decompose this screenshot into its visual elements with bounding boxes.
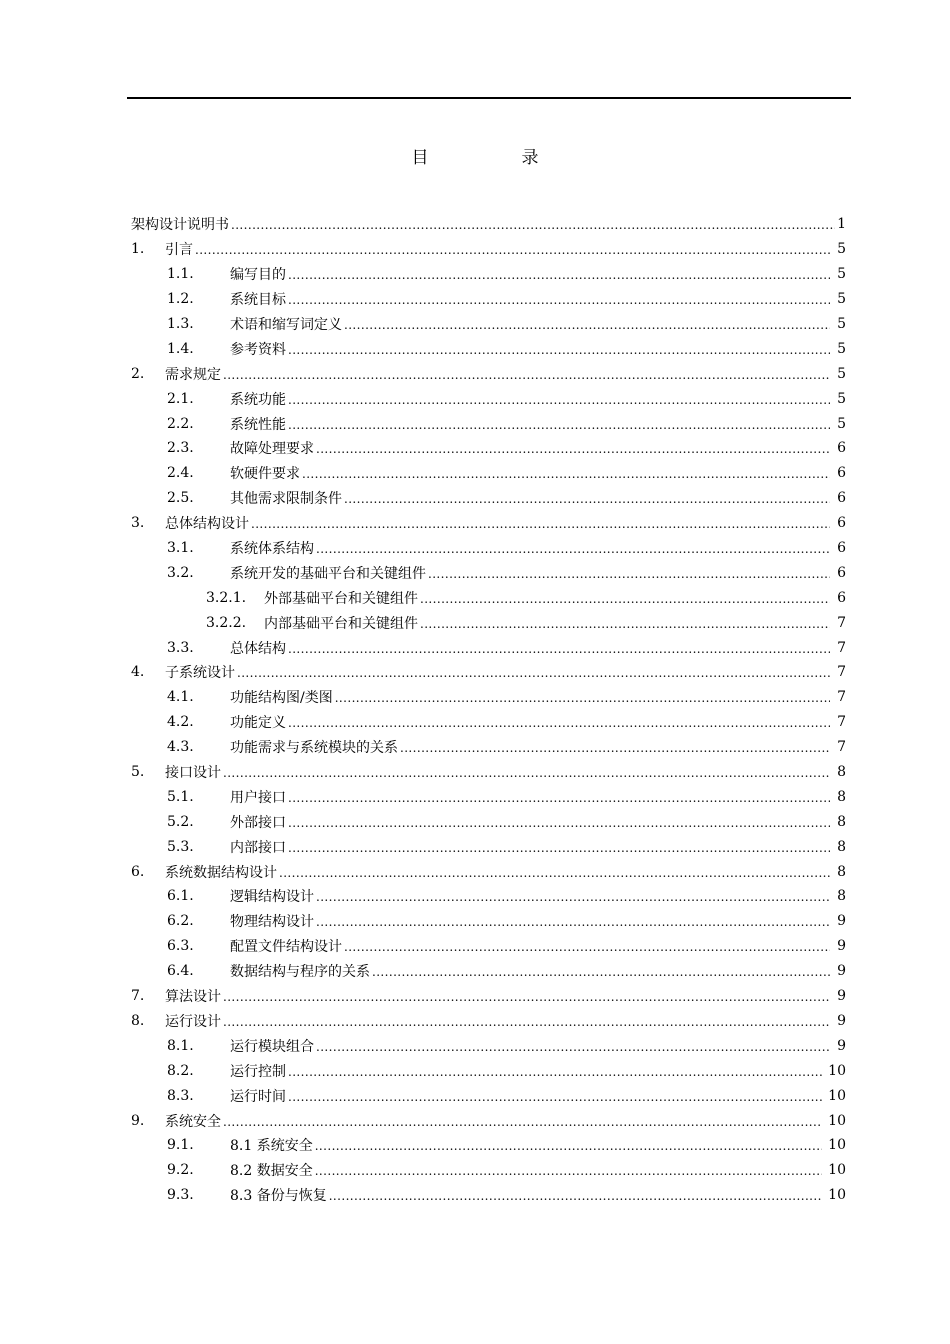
toc-entry[interactable] xyxy=(131,436,846,461)
toc-entry-label: 8.1 系统安全 xyxy=(230,1138,313,1155)
toc-entry-label: 配置文件结构设计 xyxy=(230,939,342,956)
table-of-contents xyxy=(131,212,846,1208)
toc-dot-leader xyxy=(223,989,830,1003)
toc-dot-leader xyxy=(288,815,830,829)
toc-entry-number: 4.2. xyxy=(167,714,194,731)
toc-dot-leader xyxy=(288,267,830,281)
toc-entry[interactable] xyxy=(131,1033,846,1058)
toc-entry-label: 运行设计 xyxy=(165,1013,221,1030)
toc-entry-label: 内部接口 xyxy=(230,839,286,856)
toc-entry-number: 8. xyxy=(131,1012,145,1029)
toc-dot-leader xyxy=(329,1188,822,1202)
toc-entry-number: 2.1. xyxy=(167,390,194,407)
toc-entry[interactable] xyxy=(131,237,846,262)
header-rule xyxy=(127,97,851,99)
toc-dot-leader xyxy=(344,491,830,505)
toc-dot-leader xyxy=(288,641,830,655)
toc-entry-page-number: 7 xyxy=(837,739,846,756)
toc-entry-page-number: 5 xyxy=(837,266,846,283)
toc-dot-leader xyxy=(288,1064,822,1078)
toc-entry[interactable] xyxy=(131,1058,846,1083)
toc-entry-number: 5.1. xyxy=(167,788,194,805)
toc-entry-label: 系统性能 xyxy=(230,416,286,433)
toc-entry-page-number: 9 xyxy=(837,988,846,1005)
toc-dot-leader xyxy=(231,217,835,231)
toc-entry[interactable] xyxy=(131,934,846,959)
toc-entry-page-number: 7 xyxy=(837,714,846,731)
toc-dot-leader xyxy=(223,367,830,381)
toc-entry-number: 8.3. xyxy=(167,1087,194,1104)
toc-dot-leader xyxy=(288,342,830,356)
toc-entry[interactable] xyxy=(131,784,846,809)
toc-entry-number: 1.4. xyxy=(167,340,194,357)
toc-entry-label: 功能定义 xyxy=(230,715,286,732)
toc-entry-label: 需求规定 xyxy=(165,366,221,383)
toc-entry-page-number: 10 xyxy=(828,1112,846,1129)
toc-dot-leader xyxy=(195,242,830,256)
toc-entry[interactable] xyxy=(131,1108,846,1133)
toc-entry-label: 系统安全 xyxy=(165,1113,221,1130)
toc-entry-page-number: 9 xyxy=(837,963,846,980)
toc-entry-number: 5. xyxy=(131,764,145,781)
toc-entry-label: 内部基础平台和关键组件 xyxy=(264,615,418,632)
toc-entry-label: 逻辑结构设计 xyxy=(230,889,314,906)
toc-entry-number: 2.2. xyxy=(167,415,194,432)
toc-dot-leader xyxy=(223,1014,830,1028)
toc-dot-leader xyxy=(315,1138,822,1152)
toc-entry-page-number: 6 xyxy=(837,589,846,606)
toc-entry-page-number: 5 xyxy=(837,365,846,382)
toc-entry-number: 4. xyxy=(131,664,145,681)
toc-entry-label: 总体结构设计 xyxy=(165,516,249,533)
toc-entry-number: 2.3. xyxy=(167,440,194,457)
toc-entry-number: 9.3. xyxy=(167,1187,194,1204)
toc-entry-number: 6. xyxy=(131,863,145,880)
toc-dot-leader xyxy=(288,790,830,804)
toc-entry-number: 9.2. xyxy=(167,1162,194,1179)
toc-entry[interactable] xyxy=(131,884,846,909)
toc-entry-number: 4.3. xyxy=(167,739,194,756)
toc-entry-label: 编写目的 xyxy=(230,267,286,284)
toc-entry-label: 外部接口 xyxy=(230,814,286,831)
toc-dot-leader xyxy=(420,591,830,605)
toc-entry-page-number: 8 xyxy=(837,888,846,905)
toc-entry-page-number: 6 xyxy=(837,490,846,507)
toc-dot-leader xyxy=(302,466,830,480)
toc-entry-label: 算法设计 xyxy=(165,989,221,1006)
toc-entry-label: 运行控制 xyxy=(230,1063,286,1080)
toc-entry-page-number: 5 xyxy=(837,241,846,258)
toc-entry-label: 外部基础平台和关键组件 xyxy=(264,590,418,607)
toc-entry-page-number: 10 xyxy=(828,1087,846,1104)
toc-entry-number: 3.2.2. xyxy=(206,614,247,631)
toc-entry-number: 1.2. xyxy=(167,291,194,308)
toc-entry-label: 故障处理要求 xyxy=(230,441,314,458)
toc-entry-label: 引言 xyxy=(165,242,193,259)
toc-entry-number: 1.3. xyxy=(167,316,194,332)
toc-entry-page-number: 7 xyxy=(837,614,846,631)
toc-entry[interactable] xyxy=(131,585,846,610)
toc-entry[interactable] xyxy=(131,834,846,859)
toc-entry-label: 参考资料 xyxy=(230,341,286,358)
toc-entry[interactable] xyxy=(131,760,846,785)
toc-entry-number: 3. xyxy=(131,515,145,532)
toc-entry-page-number: 9 xyxy=(837,913,846,930)
toc-entry[interactable] xyxy=(131,212,846,237)
toc-entry[interactable] xyxy=(131,1158,846,1183)
toc-dot-leader xyxy=(279,865,830,879)
toc-entry-label: 架构设计说明书 xyxy=(131,217,229,234)
toc-entry-label: 子系统设计 xyxy=(165,665,235,682)
toc-entry[interactable] xyxy=(131,735,846,760)
toc-entry-page-number: 8 xyxy=(837,838,846,855)
toc-entry-number: 6.4. xyxy=(167,963,194,980)
toc-dot-leader xyxy=(316,914,830,928)
toc-entry-label: 软硬件要求 xyxy=(230,466,300,483)
toc-entry-number: 5.2. xyxy=(167,813,194,830)
toc-entry-page-number: 1 xyxy=(837,216,846,233)
toc-entry[interactable] xyxy=(131,262,846,287)
toc-entry-page-number: 5 xyxy=(837,415,846,432)
toc-entry-number: 2.5. xyxy=(167,490,194,507)
toc-entry[interactable] xyxy=(131,287,846,312)
toc-entry-label: 总体结构 xyxy=(230,640,286,657)
toc-entry-number: 7. xyxy=(131,988,145,1005)
toc-dot-leader xyxy=(400,740,830,754)
toc-entry[interactable] xyxy=(131,859,846,884)
toc-entry-page-number: 9 xyxy=(837,938,846,955)
toc-entry[interactable] xyxy=(131,536,846,561)
toc-entry-page-number: 8 xyxy=(837,764,846,781)
toc-dot-leader xyxy=(288,392,830,406)
toc-dot-leader xyxy=(372,964,830,978)
toc-entry-number: 9. xyxy=(131,1112,145,1129)
toc-entry-number: 8.1. xyxy=(167,1037,194,1054)
toc-entry-label: 系统目标 xyxy=(230,292,286,309)
toc-dot-leader xyxy=(288,715,830,729)
toc-entry-label: 功能结构图/类图 xyxy=(230,690,333,707)
toc-entry-label: 8.3 备份与恢复 xyxy=(230,1188,327,1205)
toc-title: 目 录 xyxy=(411,148,577,168)
toc-entry-page-number: 9 xyxy=(837,1012,846,1029)
toc-dot-leader xyxy=(315,1163,822,1177)
toc-entry-label: 物理结构设计 xyxy=(230,914,314,931)
toc-dot-leader xyxy=(251,516,830,530)
toc-entry-number: 6.3. xyxy=(167,938,194,955)
toc-entry-label: 8.2 数据安全 xyxy=(230,1163,313,1180)
toc-entry-number: 9.1. xyxy=(167,1137,194,1154)
toc-entry-page-number: 6 xyxy=(837,540,846,557)
toc-dot-leader xyxy=(344,939,830,953)
toc-entry-page-number: 5 xyxy=(837,291,846,308)
toc-entry-label: 接口设计 xyxy=(165,765,221,782)
toc-entry-label: 术语和缩写词定义 xyxy=(230,317,342,333)
toc-entry-number: 6.1. xyxy=(167,888,194,905)
toc-entry-page-number: 5 xyxy=(837,340,846,357)
toc-entry-number: 5.3. xyxy=(167,838,194,855)
toc-dot-leader xyxy=(316,541,830,555)
toc-entry-label: 系统开发的基础平台和关键组件 xyxy=(230,565,426,582)
toc-entry-number: 2.4. xyxy=(167,465,194,482)
toc-entry-page-number: 6 xyxy=(837,440,846,457)
toc-dot-leader xyxy=(420,616,830,630)
toc-entry[interactable] xyxy=(131,511,846,536)
toc-dot-leader xyxy=(288,292,830,306)
toc-entry[interactable] xyxy=(131,312,846,337)
toc-entry-page-number: 10 xyxy=(828,1062,846,1079)
toc-dot-leader xyxy=(237,665,830,679)
toc-dot-leader xyxy=(316,441,830,455)
toc-entry-label: 数据结构与程序的关系 xyxy=(230,964,370,981)
toc-entry-number: 3.1. xyxy=(167,540,194,557)
toc-entry[interactable] xyxy=(131,486,846,511)
toc-dot-leader xyxy=(288,840,830,854)
toc-dot-leader xyxy=(316,889,830,903)
toc-entry-label: 系统体系结构 xyxy=(230,541,314,558)
toc-entry-page-number: 8 xyxy=(837,863,846,880)
toc-entry-label: 用户接口 xyxy=(230,789,286,806)
toc-entry-label: 系统数据结构设计 xyxy=(165,864,277,881)
toc-entry-label: 系统功能 xyxy=(230,391,286,408)
toc-entry[interactable] xyxy=(131,635,846,660)
toc-entry-page-number: 7 xyxy=(837,639,846,656)
toc-entry-label: 运行时间 xyxy=(230,1088,286,1105)
toc-entry[interactable] xyxy=(131,809,846,834)
toc-entry-page-number: 8 xyxy=(837,788,846,805)
toc-entry[interactable] xyxy=(131,909,846,934)
toc-entry[interactable] xyxy=(131,361,846,386)
toc-entry-label: 功能需求与系统模块的关系 xyxy=(230,740,398,757)
toc-entry[interactable] xyxy=(131,560,846,585)
toc-entry-page-number: 6 xyxy=(837,465,846,482)
toc-dot-leader xyxy=(344,317,830,331)
toc-dot-leader xyxy=(316,1039,830,1053)
toc-entry-page-number: 10 xyxy=(828,1137,846,1154)
toc-entry-page-number: 5 xyxy=(837,316,846,332)
toc-entry-label: 运行模块组合 xyxy=(230,1038,314,1055)
toc-entry[interactable] xyxy=(131,610,846,635)
toc-entry[interactable] xyxy=(131,461,846,486)
toc-entry-number: 4.1. xyxy=(167,689,194,706)
toc-entry[interactable] xyxy=(131,710,846,735)
toc-entry-page-number: 7 xyxy=(837,689,846,706)
toc-entry-number: 1.1. xyxy=(167,266,194,283)
toc-entry-number: 3.2. xyxy=(167,564,194,581)
toc-entry[interactable] xyxy=(131,1133,846,1158)
toc-entry[interactable] xyxy=(131,1183,846,1208)
toc-entry-page-number: 5 xyxy=(837,390,846,407)
toc-entry-page-number: 6 xyxy=(837,515,846,532)
toc-entry[interactable] xyxy=(131,959,846,984)
toc-dot-leader xyxy=(288,1089,822,1103)
toc-entry-label: 其他需求限制条件 xyxy=(230,491,342,508)
toc-dot-leader xyxy=(223,765,830,779)
toc-entry-page-number: 6 xyxy=(837,564,846,581)
toc-entry[interactable] xyxy=(131,411,846,436)
toc-entry-number: 2. xyxy=(131,365,145,382)
toc-entry-page-number: 10 xyxy=(828,1187,846,1204)
toc-entry-page-number: 8 xyxy=(837,813,846,830)
toc-entry-number: 3.2.1. xyxy=(206,589,247,606)
toc-dot-leader xyxy=(288,417,830,431)
toc-entry-number: 6.2. xyxy=(167,913,194,930)
toc-entry-page-number: 10 xyxy=(828,1162,846,1179)
toc-entry-number: 8.2. xyxy=(167,1062,194,1079)
toc-entry[interactable] xyxy=(131,336,846,361)
toc-entry[interactable] xyxy=(131,1009,846,1034)
toc-dot-leader xyxy=(223,1114,822,1128)
toc-entry[interactable] xyxy=(131,386,846,411)
toc-entry-page-number: 9 xyxy=(837,1037,846,1054)
toc-entry-page-number: 7 xyxy=(837,664,846,681)
toc-entry-number: 3.3. xyxy=(167,639,194,656)
toc-dot-leader xyxy=(335,690,830,704)
toc-dot-leader xyxy=(428,566,830,580)
toc-entry[interactable] xyxy=(131,685,846,710)
toc-entry[interactable] xyxy=(131,1083,846,1108)
toc-entry[interactable] xyxy=(131,660,846,685)
toc-entry[interactable] xyxy=(131,984,846,1009)
toc-entry-number: 1. xyxy=(131,241,145,258)
